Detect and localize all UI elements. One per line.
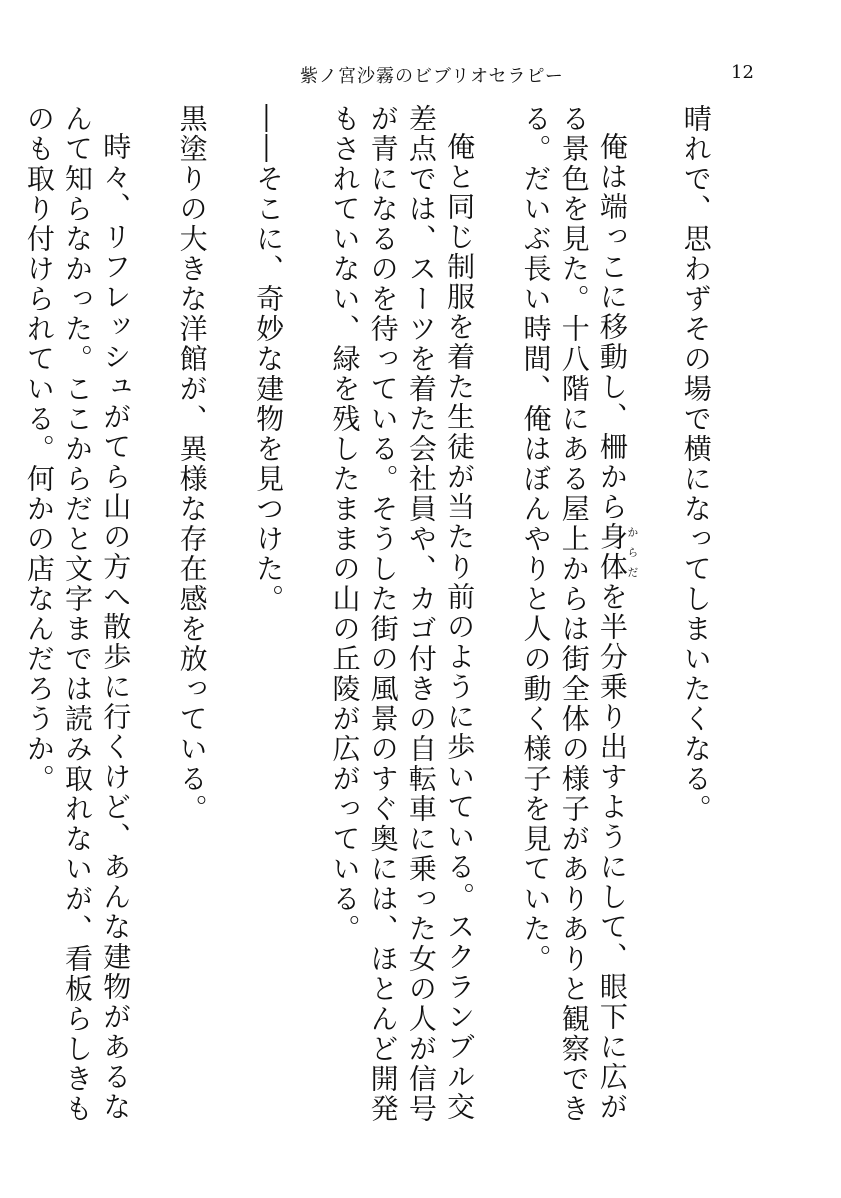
paragraph: ――そこに、奇妙な建物を見つけた。 — [252, 104, 286, 614]
paragraph: 時々、リフレッシュがてら山の方へ散歩に行くけど、あんな建物があるなんて知らなかった。ここからだと文字までは読み取れないが、看板らしきものも取り付けられている。何かの店なんだろうか。 — [22, 104, 133, 1124]
paragraph: 晴れで、思わずその場で横になってしまいたくなる。 — [679, 104, 713, 824]
ruby-annotation — [595, 522, 639, 582]
paragraph: 俺と同じ制服を着た生徒が当たり前のように歩いている。スクランブル交差点では、スーツを着た会社員や、カゴ付きの自転車に乗った女の人が信号が青になるのを待っている。そうした街の風景のすぐ奥には、ほとんど開発もされていない、緑を残したままの山の丘陵が広がっている。 — [328, 104, 477, 1124]
ruby-base: 身体 — [595, 522, 629, 582]
paragraph-text: を半分乗り出すようにして、眼下に広がる景色を見た。十八階にある屋上からは街全体の様子がありありと観察できる。だいぶ長い時間、俺はぼんやりと人の動く様子を見ていた。 — [519, 104, 629, 1124]
vertical-text-body — [22, 104, 753, 1144]
paragraph-text: 俺は端っこに移動し、柵から — [595, 132, 629, 522]
paragraph: 黒塗りの大きな洋館が、異様な存在感を放っている。 — [175, 104, 209, 824]
page-number: 12 — [731, 62, 754, 83]
paragraph — [516, 104, 638, 1144]
ruby-reading: からだ — [625, 522, 639, 582]
running-head-title: 紫ノ宮沙霧のビブリオセラピー — [300, 66, 564, 87]
